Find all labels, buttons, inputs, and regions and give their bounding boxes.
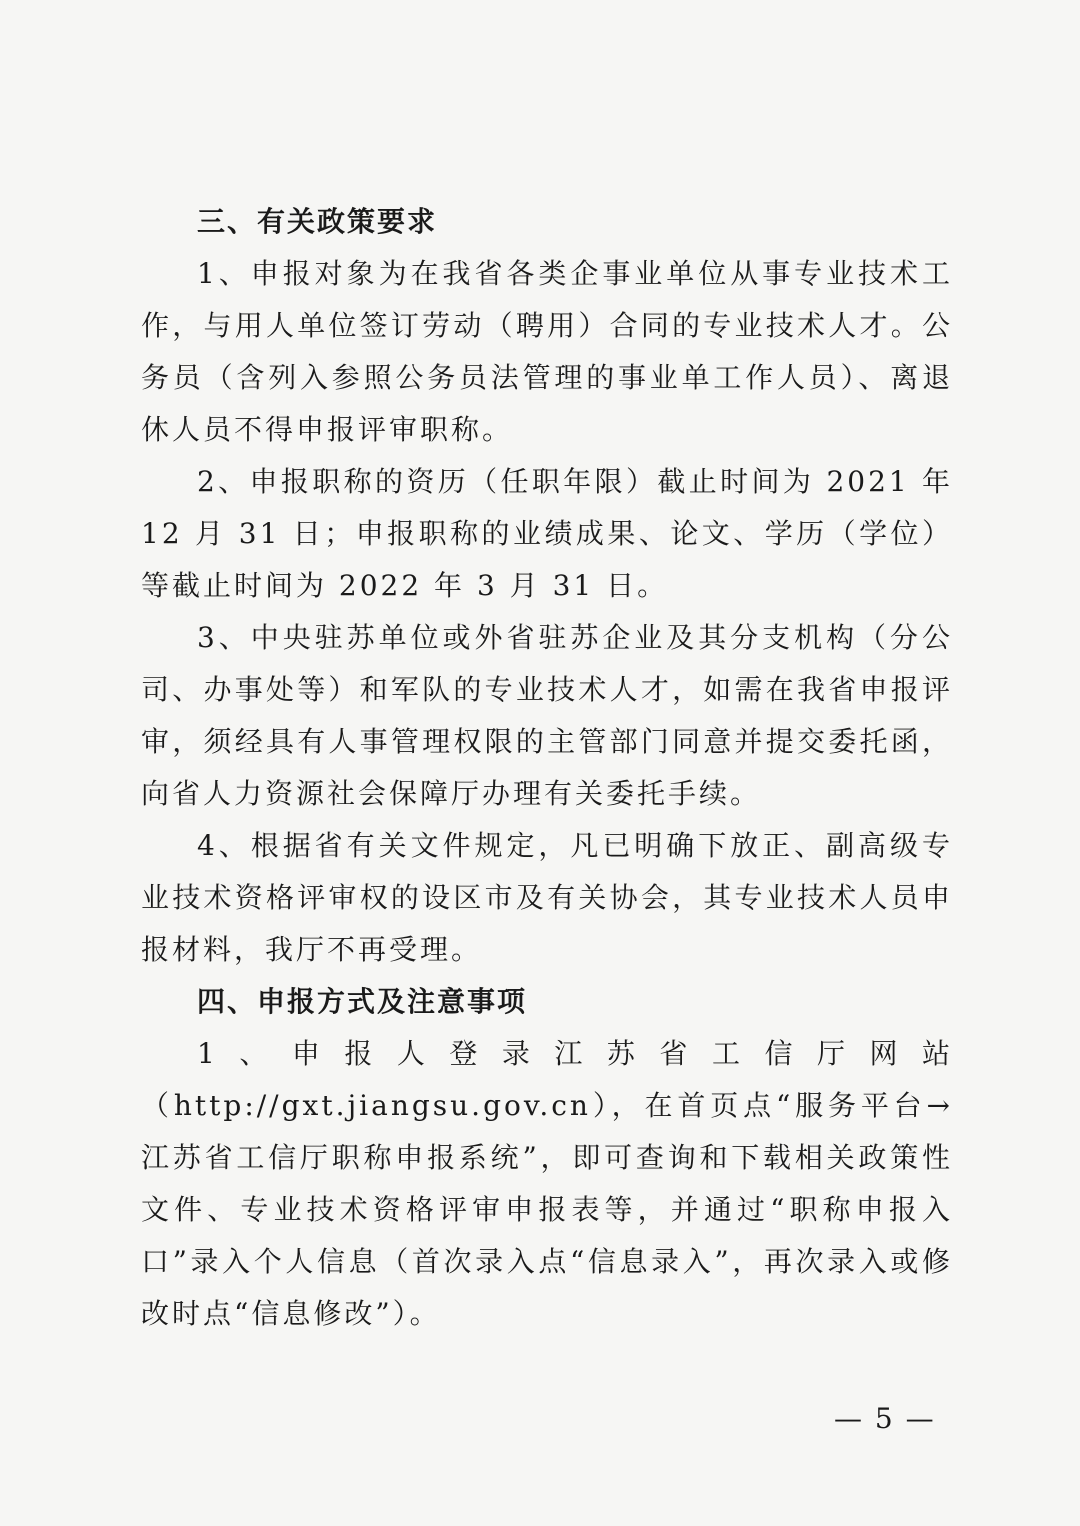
document-body — [141, 196, 953, 1340]
section-3-item-1: 1、申报对象为在我省各类企事业单位从事专业技术工作，与用人单位签订劳动（聘用）合同的专业技术人才。公务员（含列入参照公务员法管理的事业单工作人员）、离退休人员不得申报评审职称。 — [141, 257, 953, 446]
section-3-item-2: 2、申报职称的资历（任职年限）截止时间为 2021 年 12 月 31 日；申报职称的业绩成果、论文、学历（学位）等截止时间为 2022 年 3 月 31 日。 — [141, 465, 953, 602]
section-3-heading: 三、有关政策要求 — [197, 205, 438, 238]
section-4-item-1: 1、申报人登录江苏省工信厅网站（http://gxt.jiangsu.gov.cn），在首页点“服务平台→江苏省工信厅职称申报系统”，即可查询和下载相关政策性文件、专业技术资格评审申报表等，并通过“职称申报入口”录入个人信息（首次录入点“信息录入”，再次录入或修改时点“信息修改”）。 — [141, 1037, 953, 1330]
section-3-item-3: 3、中央驻苏单位或外省驻苏企业及其分支机构（分公司、办事处等）和军队的专业技术人才，如需在我省申报评审，须经具有人事管理权限的主管部门同意并提交委托函，向省人力资源社会保障厅办理有关委托手续。 — [141, 621, 953, 810]
page-number: — 5 — — [834, 1402, 936, 1435]
section-4-heading: 四、申报方式及注意事项 — [197, 985, 528, 1018]
section-3-item-4: 4、根据省有关文件规定，凡已明确下放正、副高级专业技术资格评审权的设区市及有关协会，其专业技术人员申报材料，我厅不再受理。 — [141, 829, 953, 966]
